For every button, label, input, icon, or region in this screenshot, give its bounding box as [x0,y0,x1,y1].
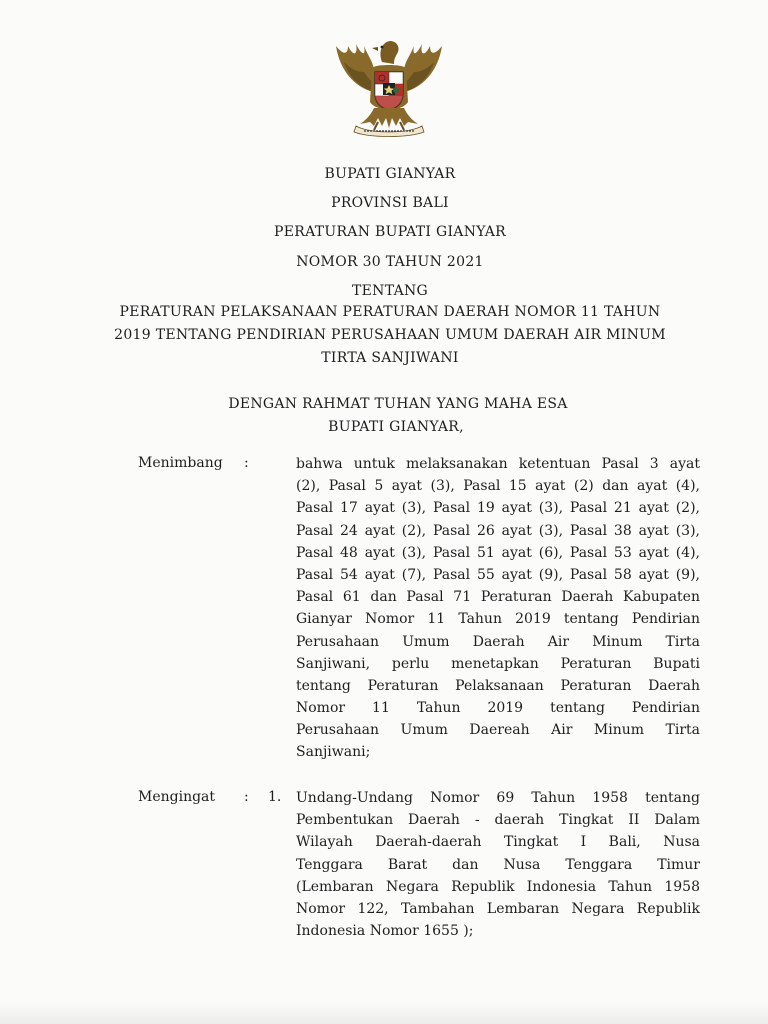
paragraph-line: Indonesia Nomor 1655 ); [296,923,474,940]
menimbang-paragraph [296,453,700,764]
regent-heading: BUPATI GIANYAR [324,166,456,182]
mengingat-label: Mengingat [138,789,216,805]
paragraph-line: Sanjiwani, perlu menetapkan Peraturan Bupati [296,655,700,672]
paragraph-line: Wilayah Daerah-daerah Tingkat I Bali, Nusa [296,834,700,851]
page-bottom-edge [0,1002,768,1024]
paragraph-line: tentang Peraturan Pelaksanaan Peraturan Daerah [296,677,700,694]
mengingat-colon: : [244,789,249,805]
paragraph-line: Nomor 122, Tambahan Lembaran Negara Republik [296,900,700,917]
paragraph-line: Undang-Undang Nomor 69 Tahun 1958 tentang [296,790,700,806]
paragraph-line: Pasal 48 ayat (3), Pasal 51 ayat (6), Pasal 53 ayat (4), [296,544,700,561]
garuda-pancasila-emblem-icon [330,32,448,138]
paragraph-line: Perusahaan Umum Daereah Air Minum Tirta [296,722,700,739]
paragraph-line: Pasal 17 ayat (3), Pasal 19 ayat (3), Pasal 21 ayat (2), [296,500,700,517]
menimbang-colon: : [244,455,249,471]
paragraph-line: Tenggara Barat dan Nusa Tenggara Timur [296,856,700,873]
paragraph-line: Pembentukan Daerah - daerah Tingkat II Dalam [296,812,700,829]
paragraph-line: Pasal 61 dan Pasal 71 Peraturan Daerah Kabupaten [296,589,700,606]
paragraph-line: Nomor 11 Tahun 2019 tentang Pendirian [296,700,700,717]
paragraph-line: Pasal 54 ayat (7), Pasal 55 ayat (9), Pasal 58 ayat (9), [296,566,700,583]
title-line: 2019 TENTANG PENDIRIAN PERUSAHAAN UMUM DAERAH AIR MINUM [114,327,666,343]
title-line: TIRTA SANJIWANI [321,350,459,366]
paragraph-line: Pasal 24 ayat (2), Pasal 26 ayat (3), Pasal 38 ayat (3), [296,522,700,539]
title-line: PERATURAN PELAKSANAAN PERATURAN DAERAH NOMOR 11 TAHUN [119,304,661,320]
paragraph-line: (2), Pasal 5 ayat (3), Pasal 15 ayat (2) dan ayat (4), [296,478,700,495]
paragraph-line: (Lembaran Negara Republik Indonesia Tahun 1958 [296,878,700,895]
regulation-number: NOMOR 30 TAHUN 2021 [296,254,484,270]
paragraph-line: Sanjiwani; [296,744,371,761]
mengingat-item-number: 1. [268,789,282,805]
paragraph-line: Gianyar Nomor 11 Tahun 2019 tentang Pendirian [296,611,700,628]
blessing-line: DENGAN RAHMAT TUHAN YANG MAHA ESA [228,396,568,412]
paragraph-line: Perusahaan Umum Daerah Air Minum Tirta [296,633,700,650]
menimbang-label: Menimbang [138,455,223,471]
authority-line: BUPATI GIANYAR, [328,419,464,435]
regulation-type: PERATURAN BUPATI GIANYAR [274,224,506,240]
mengingat-item-1 [296,787,700,942]
paragraph-line: bahwa untuk melaksanakan ketentuan Pasal 3 ayat [296,456,700,472]
province-heading: PROVINSI BALI [331,195,449,211]
regulation-about: TENTANG [351,283,429,299]
